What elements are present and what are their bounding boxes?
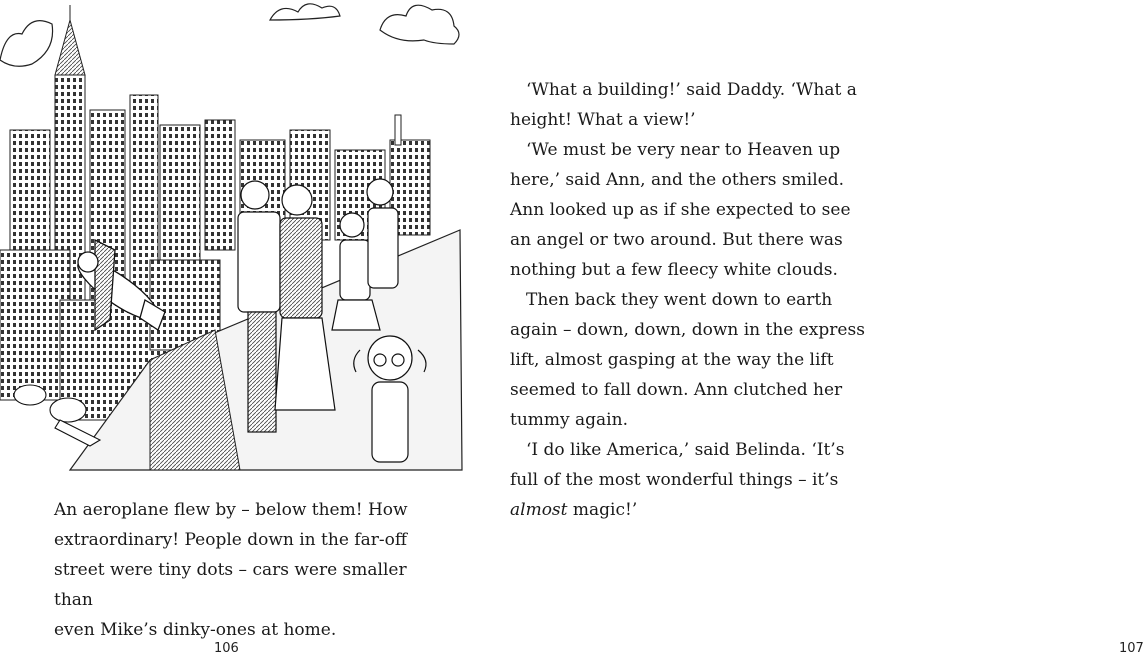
right-page-text [510,75,870,525]
right-page [440,0,1144,660]
page-number: 107 [1119,641,1144,656]
paragraph: ‘We must be very near to Heaven up here,’ said Ann, and the others smiled. Ann looked up as if she expected to see an angel or two around. But there was nothing but a few fleecy white clouds. [510,140,851,280]
text-line: extraordinary! People down in the far-off [54,530,407,550]
text-line: street were tiny dots – cars were smaller than [54,560,407,610]
paragraph: Then back they went down to earth again – down, down, down in the express lift, almost gasping at the way the lift seemed to fall down. Ann clutched her tummy again. [510,290,865,430]
emphasized-word: almost [510,500,568,520]
skyscraper-rooftop-illustration [0,0,462,470]
text-line: even Mike’s dinky-ones at home. [54,620,337,640]
page-number: 106 [214,641,239,656]
text-line: An aeroplane flew by – below them! How [54,500,408,520]
left-page [0,0,440,660]
left-page-text [54,495,424,645]
paragraph: ‘What a building!’ said Daddy. ‘What a height! What a view!’ [510,80,857,130]
paragraph-text: ‘I do like America,’ said Belinda. ‘It’s full of the most wonderful things – it’s [510,440,845,490]
paragraph [510,435,870,525]
paragraph-text: magic!’ [567,500,638,520]
